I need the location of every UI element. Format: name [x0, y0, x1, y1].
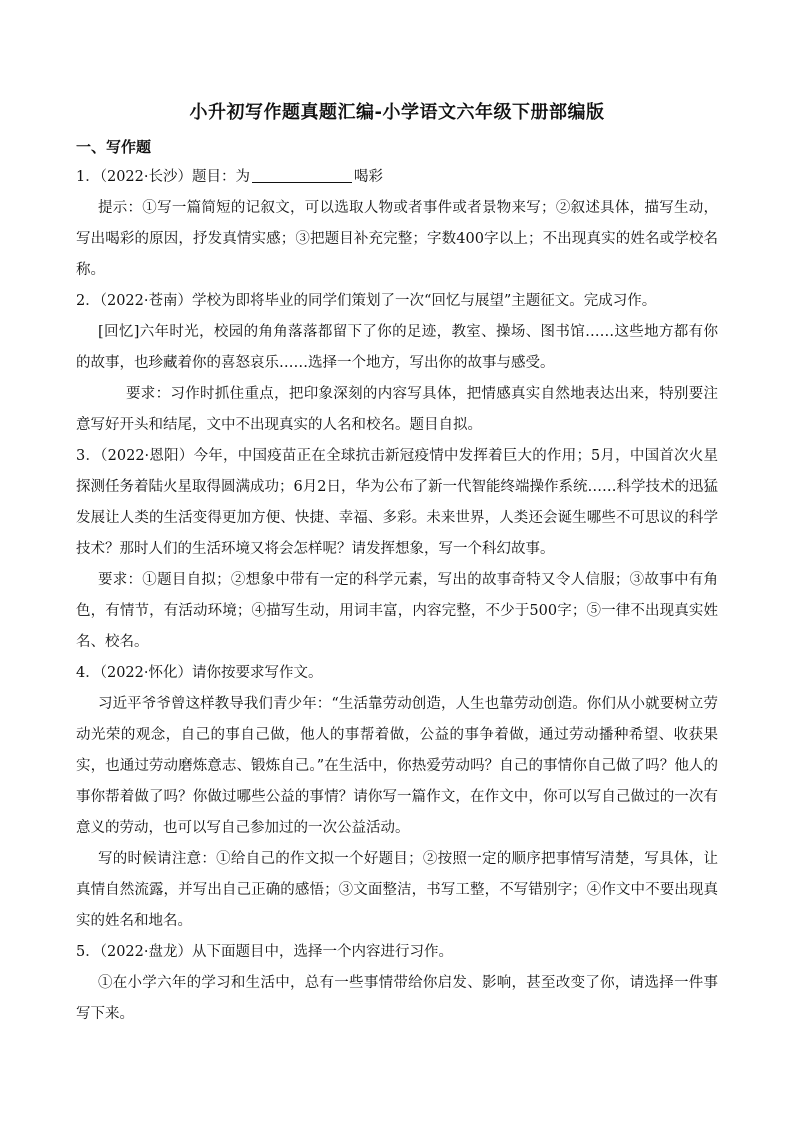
question-1-hint: 提示：①写一篇简短的记叙文，可以选取人物或者事件或者景物来写；②叙述具体，描写生动，写出喝彩的原因，抒发真情实感；③把题目补充完整；字数400字以上；不出现真实的姓名或学校名称。	[76, 200, 718, 278]
question-4-requirements: 写的时候请注意：①给自己的作文拟一个好题目；②按照一定的顺序把事情写清楚，写具体，让真情自然流露，并写出自己正确的感悟；③文面整洁，书写工整，不写错别字；④作文中不要出现真实的姓名和地名。	[76, 851, 718, 929]
question-3-requirements: 要求：①题目自拟；②想象中带有一定的科学元素，写出的故事奇特又令人信服；③故事中有角色，有情节，有活动环境；④描写生动，用词丰富，内容完整，不少于500字；⑤一律不出现真实姓名、校名。	[76, 572, 718, 650]
section-heading: 一、写作题	[76, 138, 152, 156]
question-1-stem-after: 喝彩	[354, 169, 383, 185]
question-5-stem: 5．（2022·盘龙）从下面题目中，选择一个内容进行习作。	[76, 944, 453, 960]
document-title: 小升初写作题真题汇编-小学语文六年级下册部编版	[189, 102, 605, 123]
question-2-body: [回忆]六年时光，校园的角角落落都留下了你的足迹，教室、操场、图书馆……这些地方都有你的故事，也珍藏着你的喜怒哀乐……选择一个地方，写出你的故事与感受。	[76, 324, 718, 371]
fill-in-blank	[252, 168, 352, 183]
question-4-body: 习近平爷爷曾这样教导我们青少年：“生活靠劳动创造，人生也靠劳动创造。你们从小就要树立劳动光荣的观念，自己的事自己做，他人的事帮着做，公益的事争着做，通过劳动播种希望、收获果实，也通过劳动磨炼意志、锻炼自己。”在生活中，你热爱劳动吗？自己的事情你自己做了吗？他人的事你帮着做了吗？你做过哪些公益的事情？请你写一篇作文，在作文中，你可以写自己做过的一次有意义的劳动，也可以写自己参加过的一次公益活动。	[76, 696, 718, 836]
question-1-stem-before: 1．（2022·长沙）题目：为	[76, 169, 250, 185]
question-2-stem: 2．（2022·苍南）学校为即将毕业的同学们策划了一次“回忆与展望”主题征文。完成习作。	[76, 293, 657, 309]
question-1-stem	[76, 162, 718, 193]
question-3-stem: 3．（2022·恩阳）今年，中国疫苗正在全球抗击新冠疫情中发挥着巨大的作用；5月，中国首次火星探测任务着陆火星取得圆满成功；6月2日，华为公布了新一代智能终端操作系统……科学技术的迅猛发展让人类的生活变得更加方便、快捷、幸福、多彩。未来世界，人类还会诞生哪些不可思议的科学技术？那时人们的生活环境又将会怎样呢？请发挥想象，写一个科幻故事。	[76, 448, 718, 557]
document-content	[76, 100, 718, 1030]
question-2-requirements: 要求：习作时抓住重点，把印象深刻的内容写具体，把情感真实自然地表达出来，特别要注意写好开头和结尾，文中不出现真实的人名和校名。题目自拟。	[76, 386, 718, 433]
question-4-stem: 4．（2022·怀化）请你按要求写作文。	[76, 665, 323, 681]
question-5-option-1: ①在小学六年的学习和生活中，总有一些事情带给你启发、影响，甚至改变了你，请选择一件事写下来。	[76, 975, 718, 1022]
